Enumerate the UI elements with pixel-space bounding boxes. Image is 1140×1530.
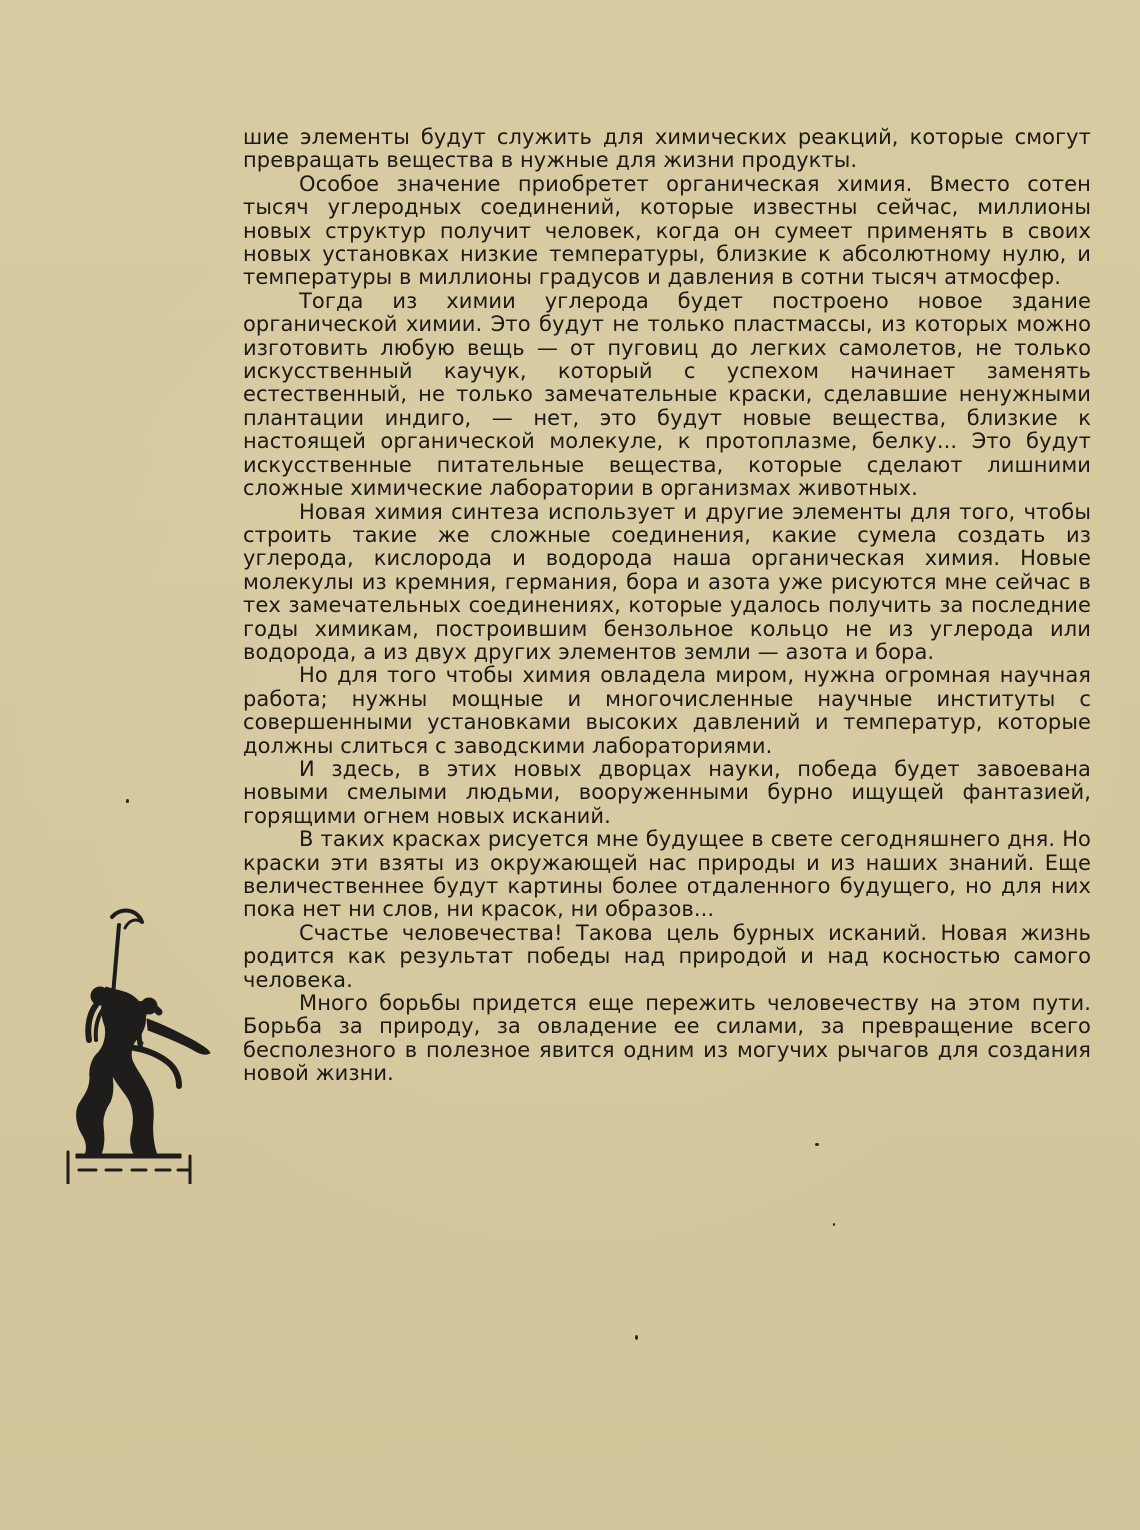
paper-speck	[635, 1335, 638, 1340]
paragraph-1: шие элементы будут служить для химических реакций, которые смогут превращать вещества в нужные для жизни продукты.	[243, 125, 1091, 173]
paragraph-9: Много борьбы придется еще пережить человечеству на этом пути. Борьба за природу, за овладение ее силами, за превращение всего бесполезного в полезное явится одним из могучих рычагов для создания новой жизни.	[243, 991, 1091, 1086]
paragraph-8: Счастье человечества! Такова цель бурных исканий. Новая жизнь родится как результат победы над природой и над косностью самого человека.	[243, 920, 1091, 992]
worker-and-kolkhoz-woman-icon	[58, 904, 214, 1184]
paragraph-7: В таких красках рисуется мне будущее в свете сегодняшнего дня. Но краски эти взяты из окружающей нас природы и из наших знаний. Еще величественнее будут картины более отдаленного будущего, но для них пока нет ни слов, ни красок, ни образов...	[243, 827, 1091, 922]
paragraph-6: И здесь, в этих новых дворцах науки, победа будет завоевана новыми смелыми людьми, вооруженными бурно ищущей фантазией, горящими огнем новых исканий.	[243, 756, 1091, 828]
paragraph-4: Новая химия синтеза использует и другие элементы для того, чтобы строить такие же сложные соединения, какие сумела создать из углерода, кислорода и водорода наша органическая химия. Новые молекулы из кремния, германия, бора и азота уже рисуются мне сейчас в тех замечательных соединениях, которые удалось получить за последние годы химикам, построившим бензольное кольцо не из углерода или водорода, а из двух других элементов земли — азота и бора.	[243, 499, 1091, 664]
paragraph-5: Но для того чтобы химия овладела миром, нужна огромная научная работа; нужны мощные и многочисленные научные институты с совершенными установками высоких давлений и температур, которые должны слиться с заводскими лабораториями.	[243, 663, 1091, 758]
paragraph-2: Особое значение приобретет органическая химия. Вместо сотен тысяч углеродных соединений, которые известны сейчас, миллионы новых структур получит человек, когда он сумеет применять в своих новых установках низкие температуры, близкие к абсолютному нулю, и температуры в миллионы градусов и давления в сотни тысяч атмосфер.	[243, 171, 1091, 290]
paper-speck	[815, 1143, 819, 1146]
paper-speck	[833, 1223, 835, 1226]
paragraph-3: Тогда из химии углерода будет построено новое здание органической химии. Это будут не только пластмассы, из которых можно изготовить любую вещь — от пуговиц до легких самолетов, не только искусственный каучук, который с успехом начинает заменять естественный, не только замечательные краски, сделавшие ненужными плантации индиго, — нет, это будут новые вещества, близкие к настоящей органической молекуле, к протоплазме, белку... Это будут искусственные питательные вещества, которые сделают лишними сложные химические лаборатории в организмах животных.	[243, 288, 1091, 501]
main-text	[243, 126, 1091, 1086]
paper-speck	[126, 799, 129, 803]
